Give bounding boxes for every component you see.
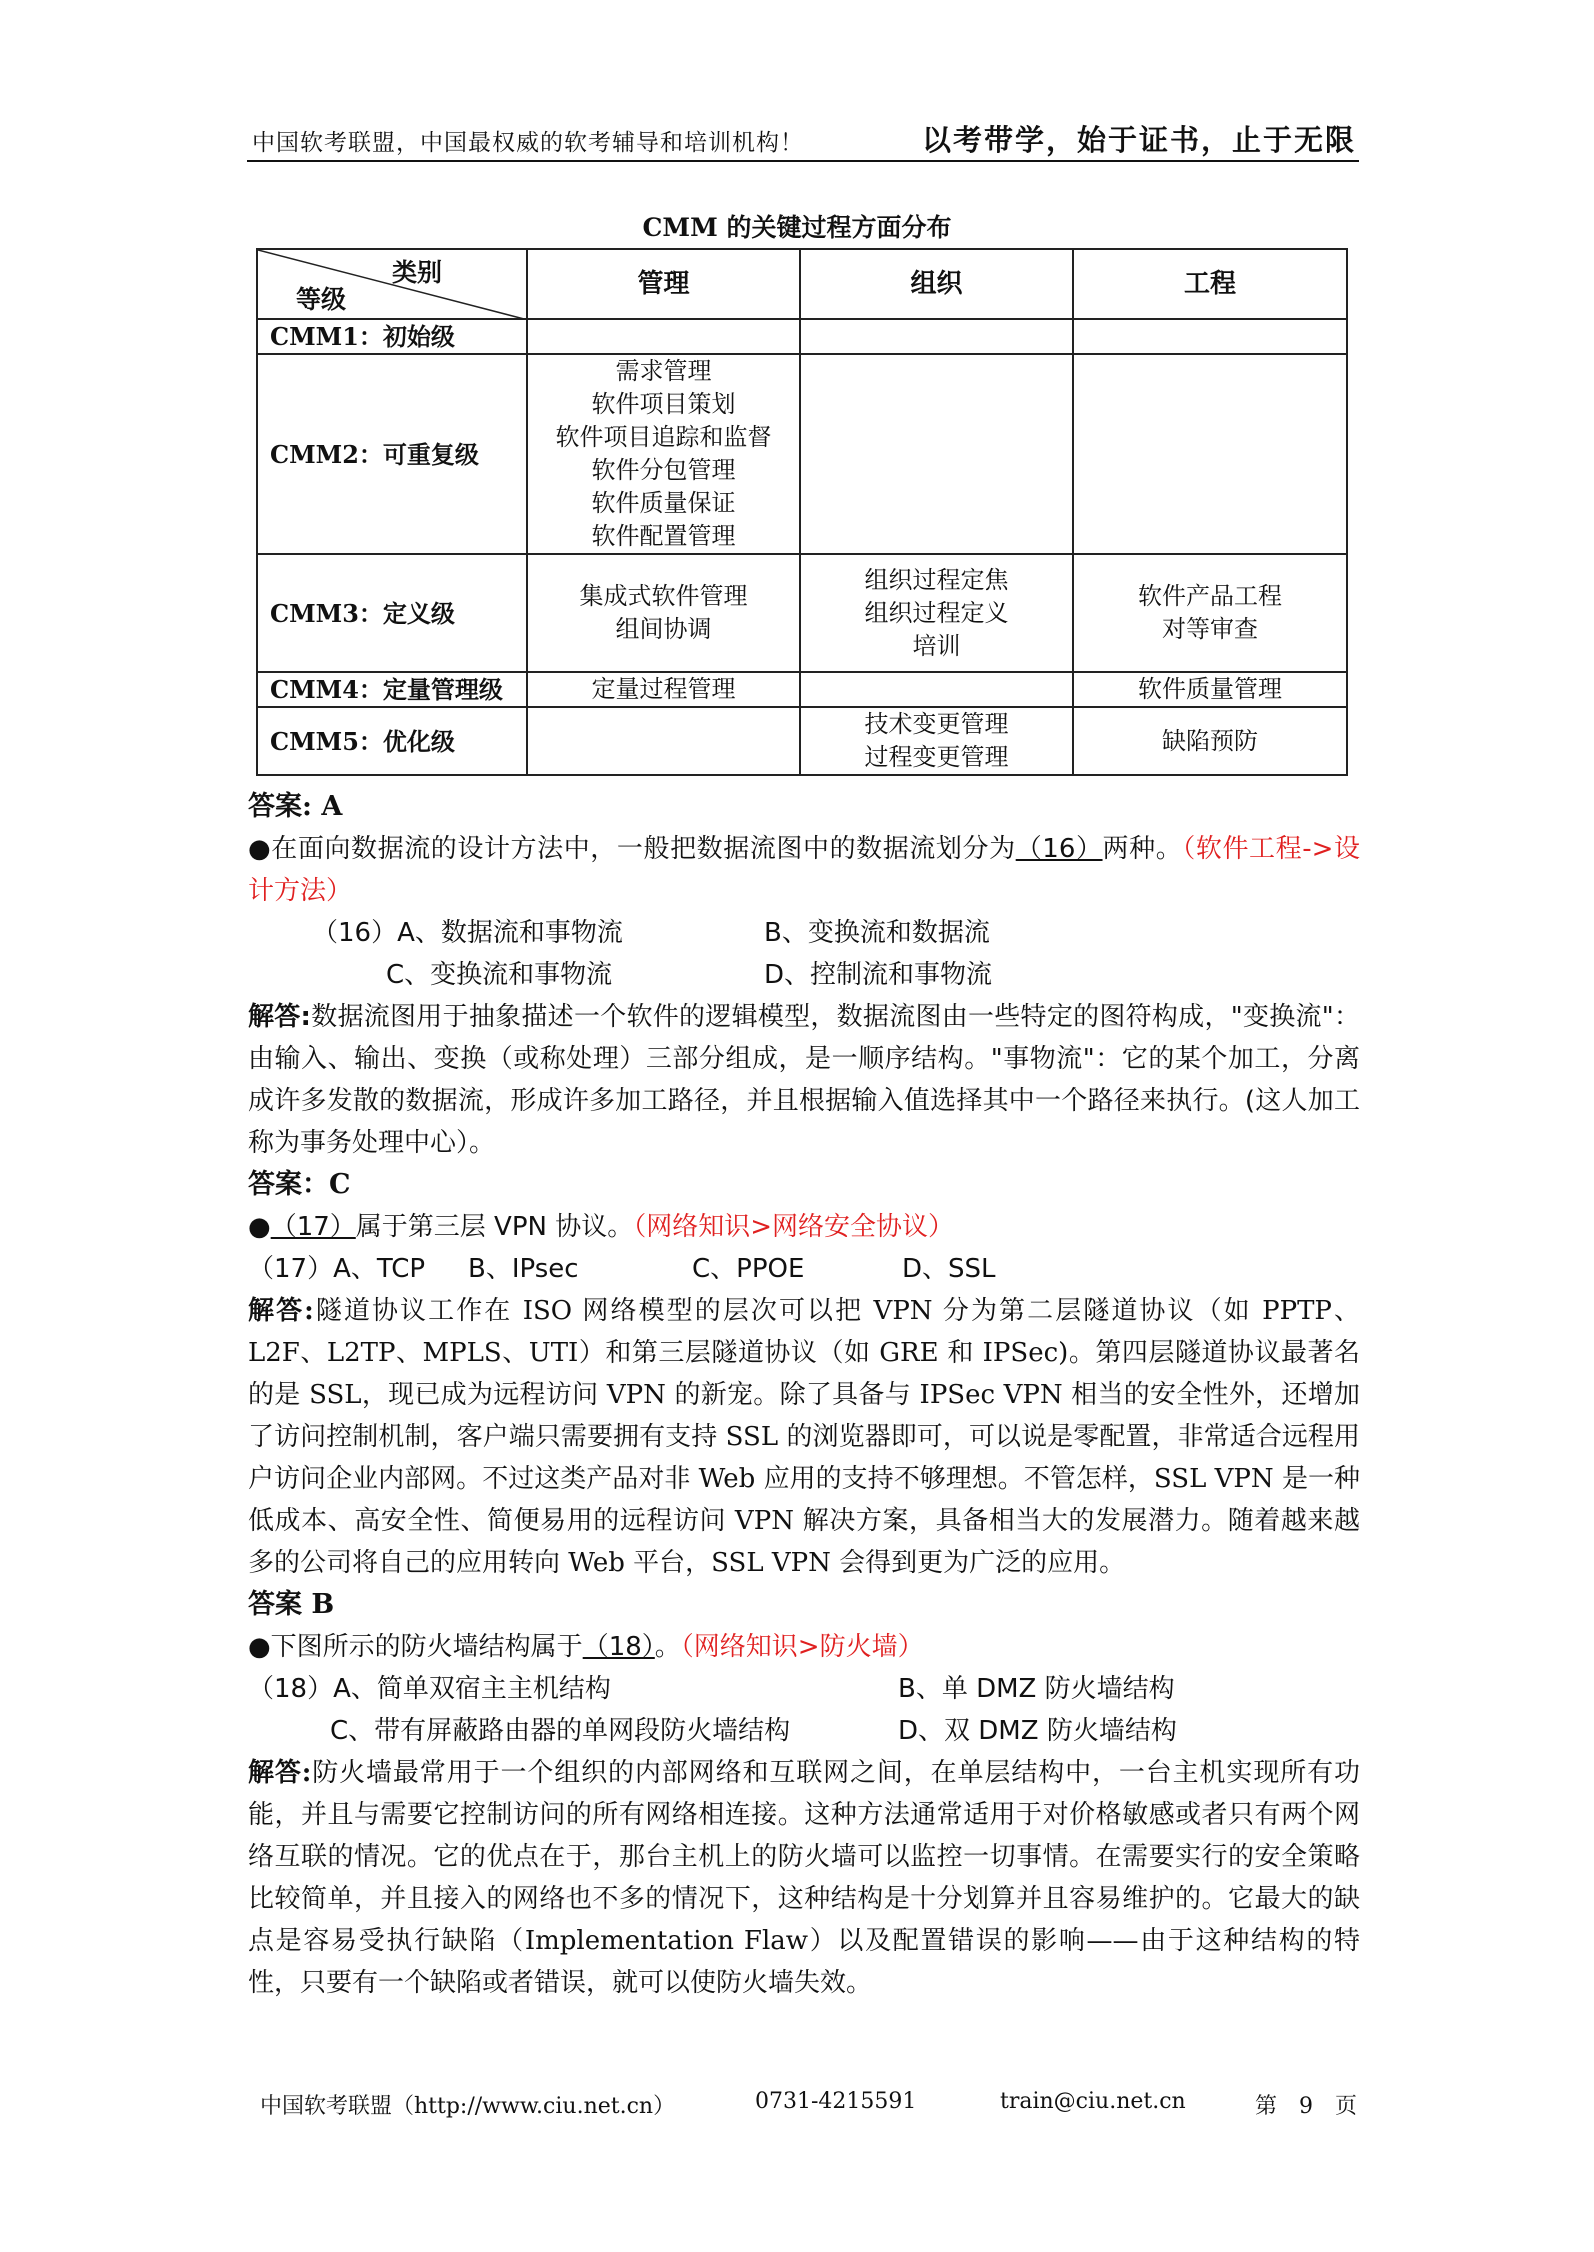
- q18-option-b: B、单 DMZ 防火墙结构: [898, 1674, 1175, 1704]
- process-item: 缺陷预防: [1162, 726, 1258, 755]
- q17-option-c: C、PPOE: [692, 1254, 805, 1284]
- q16-explanation-text: 数据流图用于抽象描述一个软件的逻辑模型，数据流图由一些特定的图符构成，"变换流"：由输入、输出、变换（或称处理）三部分组成，是一顺序结构。"事物流"：它的某个加工，分离成许多发散的数据流，形成许多加工路径，并且根据输入值选择其中一个路径来执行。(这人加工称为事务处理中心）。: [248, 1002, 1361, 1158]
- table-header-row: [257, 249, 1347, 319]
- q18-blank: （18）: [582, 1632, 655, 1662]
- q17-options: [248, 1248, 1360, 1290]
- process-item: 软件配置管理: [591, 522, 736, 550]
- process-item: 组织过程定焦: [864, 565, 1009, 594]
- process-cell: [527, 319, 800, 354]
- answer-b: 答案 B: [248, 1589, 335, 1620]
- q16-option-b: B、变换流和数据流: [764, 918, 990, 948]
- process-cell: [1073, 554, 1347, 672]
- process-cell: [527, 707, 800, 775]
- process-item: 软件质量管理: [1138, 675, 1282, 703]
- process-cell: [1073, 354, 1347, 554]
- q16-option-c: C、变换流和事物流: [386, 960, 613, 990]
- q18-stem: ●下图所示的防火墙结构属于: [248, 1632, 583, 1662]
- footer-page-number: 第 9 页: [1255, 2094, 1357, 2119]
- q17-explanation-text: 隧道协议工作在 ISO 网络模型的层次可以把 VPN 分为第二层隧道协议（如 PPTP、L2F、L2TP、MPLS、UTI）和第三层隧道协议（如 GRE 和 IPSec)。第四层隧道协议最著名的是 SSL，现已成为远程访问 VPN 的新宠。除了具备与 IPSec VPN 相当的安全性外，还增加了访问控制机制，客户端只需要拥有支持 SSL 的浏览器即可，可以说是零配置，非常适合远程用户访问企业内部网。不过这类产品对非 Web 应用的支持不够理想。不管怎样，SSL VPN 是一种低成本、高安全性、简便易用的远程访问 VPN 解决方案，具备相当大的发展潜力。随着越来越多的公司将自己的应用转向 Web 平台，SSL VPN 会得到更为广泛的应用。: [248, 1296, 1360, 1578]
- process-item: 软件产品工程: [1138, 582, 1282, 610]
- process-item: 软件项目追踪和监督: [555, 423, 772, 451]
- process-item: 集成式软件管理: [579, 582, 748, 610]
- process-cell: [800, 554, 1073, 672]
- header-left-text: 中国软考联盟，中国最权威的软考辅导和培训机构！: [252, 130, 804, 156]
- corner-category-label: 类别: [391, 258, 442, 287]
- q17-option-a: （17）A、TCP: [248, 1254, 426, 1284]
- level-cell: CMM2：可重复级: [257, 354, 527, 554]
- q17-bullet: ●: [248, 1212, 271, 1242]
- process-cell: [800, 707, 1073, 775]
- q16-options-row2: [248, 954, 1360, 996]
- level-cell: CMM3：定义级: [257, 554, 527, 672]
- column-header: 工程: [1073, 249, 1347, 319]
- cmm-table: [256, 248, 1348, 776]
- q17-explanation-label: 解答:: [248, 1296, 314, 1326]
- level-cell: CMM5：优化级: [257, 707, 527, 775]
- process-item: 技术变更管理: [864, 710, 1009, 738]
- table-row: [257, 354, 1347, 554]
- process-cell: [800, 319, 1073, 354]
- process-cell: [1073, 707, 1347, 775]
- process-item: 组织过程定义: [864, 598, 1009, 627]
- process-item: 软件分包管理: [591, 456, 736, 484]
- corner-level-label: 等级: [296, 285, 347, 314]
- q17-option-b: B、IPsec: [468, 1254, 579, 1284]
- footer-email: train@ciu.net.cn: [1000, 2089, 1186, 2114]
- answer-c: 答案：C: [248, 1169, 351, 1200]
- q18-options-row1: [248, 1668, 1360, 1710]
- process-cell: [1073, 672, 1347, 707]
- q18-option-d: D、双 DMZ 防火墙结构: [898, 1716, 1177, 1746]
- process-item: 定量过程管理: [591, 675, 736, 703]
- table-body: [257, 319, 1347, 775]
- process-item: 培训: [912, 631, 961, 660]
- q18-option-a: （18）A、简单双宿主主机结构: [248, 1674, 611, 1704]
- q16-option-d: D、控制流和事物流: [764, 960, 993, 990]
- process-item: 需求管理: [615, 357, 712, 385]
- process-item: 软件项目策划: [591, 390, 736, 418]
- level-cell: CMM1：初始级: [257, 319, 527, 354]
- table-row: [257, 672, 1347, 707]
- process-item: 组间协调: [615, 615, 712, 643]
- process-cell: [527, 354, 800, 554]
- q16-explanation-label: 解答:: [248, 1002, 311, 1032]
- table-caption: CMM 的关键过程方面分布: [642, 213, 952, 242]
- q16-options-row1: [248, 912, 1360, 954]
- question-17: [248, 1206, 1360, 1248]
- q18-options-row2: [248, 1710, 1360, 1752]
- q16-topic-tag: （软件工程->设计方法）: [248, 834, 1360, 906]
- table-row: [257, 554, 1347, 672]
- process-cell: [800, 672, 1073, 707]
- q17-blank: （17）: [270, 1212, 356, 1242]
- content: [248, 786, 1360, 2004]
- process-cell: [527, 672, 800, 707]
- q18-explanation-text: 防火墙最常用于一个组织的内部网络和互联网之间，在单层结构中，一台主机实现所有功能，并且与需要它控制访问的所有网络相连接。这种方法通常适用于对价格敏感或者只有两个网络互联的情况。它的优点在于，那台主机上的防火墙可以监控一切事情。在需要实行的安全策略比较简单，并且接入的网络也不多的情况下，这种结构是十分划算并且容易维护的。它最大的缺点是容易受执行缺陷（Implementation Flaw）以及配置错误的影响——由于这种结构的特性，只要有一个缺陷或者错误，就可以使防火墙失效。: [248, 1758, 1360, 1998]
- question-18: [248, 1626, 1360, 1668]
- q18-topic-tag: （网络知识>防火墙）: [680, 1632, 924, 1662]
- q16-explanation: [248, 996, 1360, 1164]
- process-cell: [1073, 319, 1347, 354]
- q18-stem-end: 。: [654, 1632, 681, 1662]
- header-slogan: 以考带学，始于证书，止于无限: [921, 123, 1356, 157]
- q18-explanation: [248, 1752, 1360, 2004]
- q16-stem: ●在面向数据流的设计方法中，一般把数据流图中的数据流划分为: [248, 834, 1016, 864]
- column-header: 组织: [800, 249, 1073, 319]
- header-divider: [247, 160, 1359, 162]
- q17-stem: 属于第三层 VPN 协议。: [355, 1212, 634, 1242]
- q16-option-a: （16）A、数据流和事物流: [312, 918, 623, 948]
- question-16: [248, 828, 1360, 912]
- corner-cell: [257, 249, 527, 319]
- table-row: [257, 319, 1347, 354]
- footer-org: 中国软考联盟（http://www.ciu.net.cn）: [260, 2094, 676, 2119]
- q17-topic-tag: （网络知识>网络安全协议）: [633, 1212, 955, 1242]
- q16-blank: （16）: [1015, 834, 1103, 864]
- q18-explanation-label: 解答:: [248, 1758, 312, 1788]
- footer-phone: 0731-4215591: [755, 2089, 917, 2114]
- q17-explanation: [248, 1290, 1360, 1584]
- process-cell: [800, 354, 1073, 554]
- q17-option-d: D、SSL: [902, 1254, 996, 1284]
- answer-a: 答案: A: [248, 791, 343, 822]
- q18-option-c: C、带有屏蔽路由器的单网段防火墙结构: [330, 1716, 791, 1746]
- process-item: 对等审查: [1162, 615, 1258, 643]
- process-item: 过程变更管理: [864, 743, 1009, 771]
- process-item: 软件质量保证: [591, 489, 736, 517]
- q16-stem-end: 两种。: [1102, 834, 1183, 864]
- table-row: [257, 707, 1347, 775]
- process-cell: [527, 554, 800, 672]
- level-cell: CMM4：定量管理级: [257, 672, 527, 707]
- column-header: 管理: [527, 249, 800, 319]
